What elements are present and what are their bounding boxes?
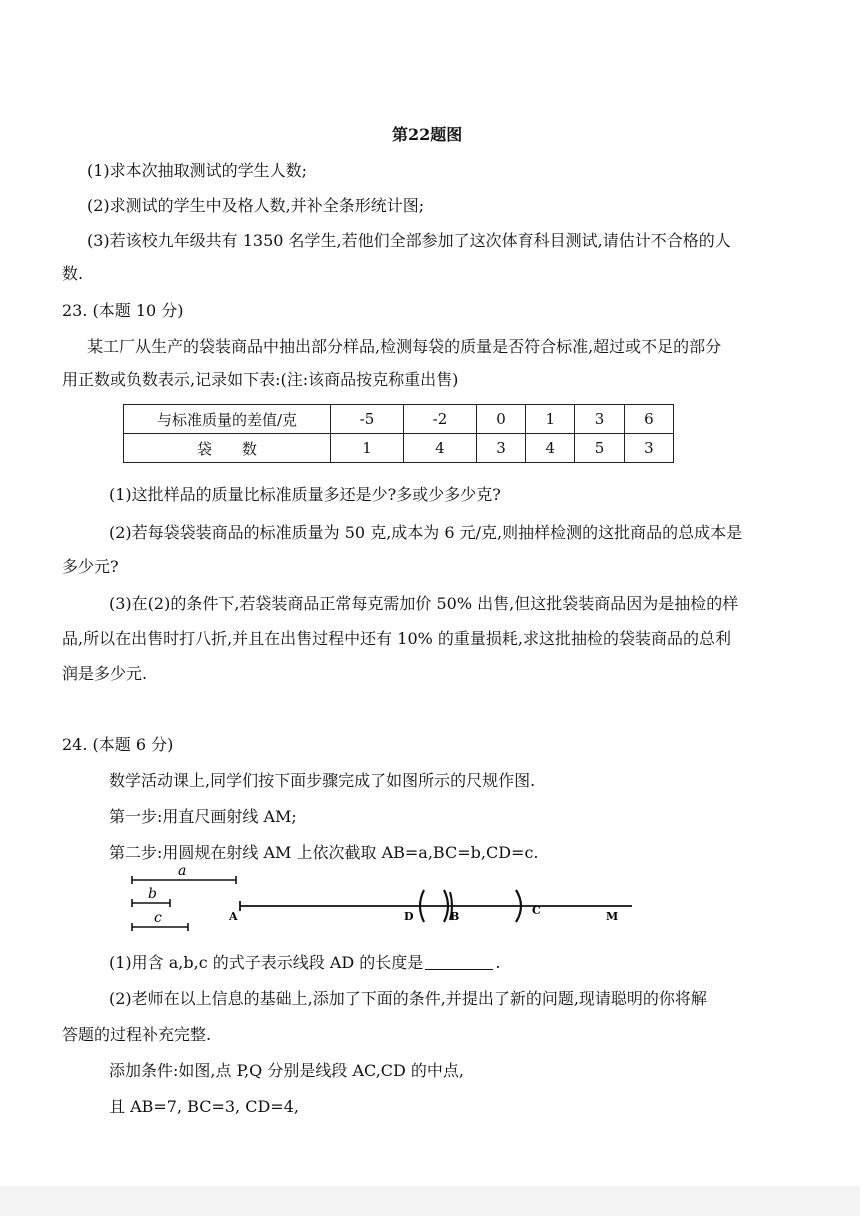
- q22-part2: (2)求测试的学生中及格人数,并补全条形统计图;: [87, 196, 425, 215]
- label-point-b: B: [450, 910, 460, 923]
- q23-part1: (1)这批样品的质量比标准质量多还是少?多或少多少克?: [109, 485, 501, 504]
- label-b: b: [148, 886, 157, 902]
- q24-part1-end: .: [495, 953, 501, 972]
- page-bottom-edge: [0, 1186, 860, 1216]
- q24-part1-text: (1)用含 a,b,c 的式子表示线段 AD 的长度是: [109, 953, 424, 972]
- table-row-count: [124, 434, 674, 463]
- q24-part2-line2: 答题的过程补充完整.: [62, 1025, 212, 1044]
- q24-step1: 第一步:用直尺画射线 AM;: [109, 807, 297, 826]
- table-cell: 4: [403, 434, 476, 463]
- q23-part2-line2: 多少元?: [62, 557, 119, 576]
- row-label-diff: 与标准质量的差值/克: [124, 405, 331, 434]
- label-point-d: D: [404, 910, 414, 923]
- table-cell: 3: [624, 434, 673, 463]
- q23-intro-line2: 用正数或负数表示,记录如下表:(注:该商品按克称重出售): [62, 370, 459, 389]
- q24-heading: 24. (本题 6 分): [62, 735, 174, 754]
- q22-part3-line1: (3)若该校九年级共有 1350 名学生,若他们全部参加了这次体育科目测试,请估计不合格的人: [87, 231, 731, 250]
- table-cell: 5: [575, 434, 624, 463]
- q23-part3-line1: (3)在(2)的条件下,若袋装商品正常每克需加价 50% 出售,但这批袋装商品因为是抽检的样: [109, 594, 739, 613]
- table-cell: 0: [476, 405, 525, 434]
- q24-condition-line2: 且 AB=7, BC=3, CD=4,: [109, 1097, 299, 1116]
- answer-blank[interactable]: [425, 969, 493, 970]
- q24-step2: 第二步:用圆规在射线 AM 上依次截取 AB=a,BC=b,CD=c.: [109, 843, 539, 862]
- q23-part3-line2: 品,所以在出售时打八折,并且在出售过程中还有 10% 的重量损耗,求这批抽检的袋装商品的总利: [62, 629, 731, 648]
- row-label-count: 袋 数: [124, 434, 331, 463]
- table-cell: 3: [575, 405, 624, 434]
- table-cell: 3: [476, 434, 525, 463]
- figure-22-caption: 第22题图: [392, 125, 463, 144]
- q23-intro-line1: 某工厂从生产的袋装商品中抽出部分样品,检测每袋的质量是否符合标准,超过或不足的部分: [87, 337, 722, 356]
- label-point-a: A: [229, 910, 238, 923]
- q23-data-table: [123, 404, 674, 463]
- label-point-m: M: [606, 910, 619, 923]
- table-cell: 4: [526, 434, 575, 463]
- q24-intro: 数学活动课上,同学们按下面步骤完成了如图所示的尺规作图.: [109, 771, 536, 790]
- table-cell: 6: [624, 405, 673, 434]
- table-cell: 1: [526, 405, 575, 434]
- label-a: a: [178, 863, 187, 879]
- table-cell: 1: [331, 434, 404, 463]
- q24-part2-line1: (2)老师在以上信息的基础上,添加了下面的条件,并提出了新的问题,现请聪明的你将解: [109, 989, 707, 1008]
- table-cell: -5: [331, 405, 404, 434]
- table-row-diff: [124, 405, 674, 434]
- q23-part3-line3: 润是多少元.: [62, 664, 148, 683]
- label-c: c: [154, 910, 162, 926]
- q22-part1: (1)求本次抽取测试的学生人数;: [87, 161, 308, 180]
- label-point-c: C: [532, 904, 541, 917]
- table-cell: -2: [403, 405, 476, 434]
- compass-construction-figure: [120, 860, 640, 932]
- q23-part2-line1: (2)若每袋袋装商品的标准质量为 50 克,成本为 6 元/克,则抽样检测的这批商品的总成本是: [109, 523, 743, 542]
- q23-heading: 23. (本题 10 分): [62, 301, 184, 320]
- q22-part3-line2: 数.: [62, 264, 84, 283]
- q24-part1: [109, 952, 500, 974]
- q24-condition-line1: 添加条件:如图,点 P,Q 分别是线段 AC,CD 的中点,: [109, 1061, 465, 1080]
